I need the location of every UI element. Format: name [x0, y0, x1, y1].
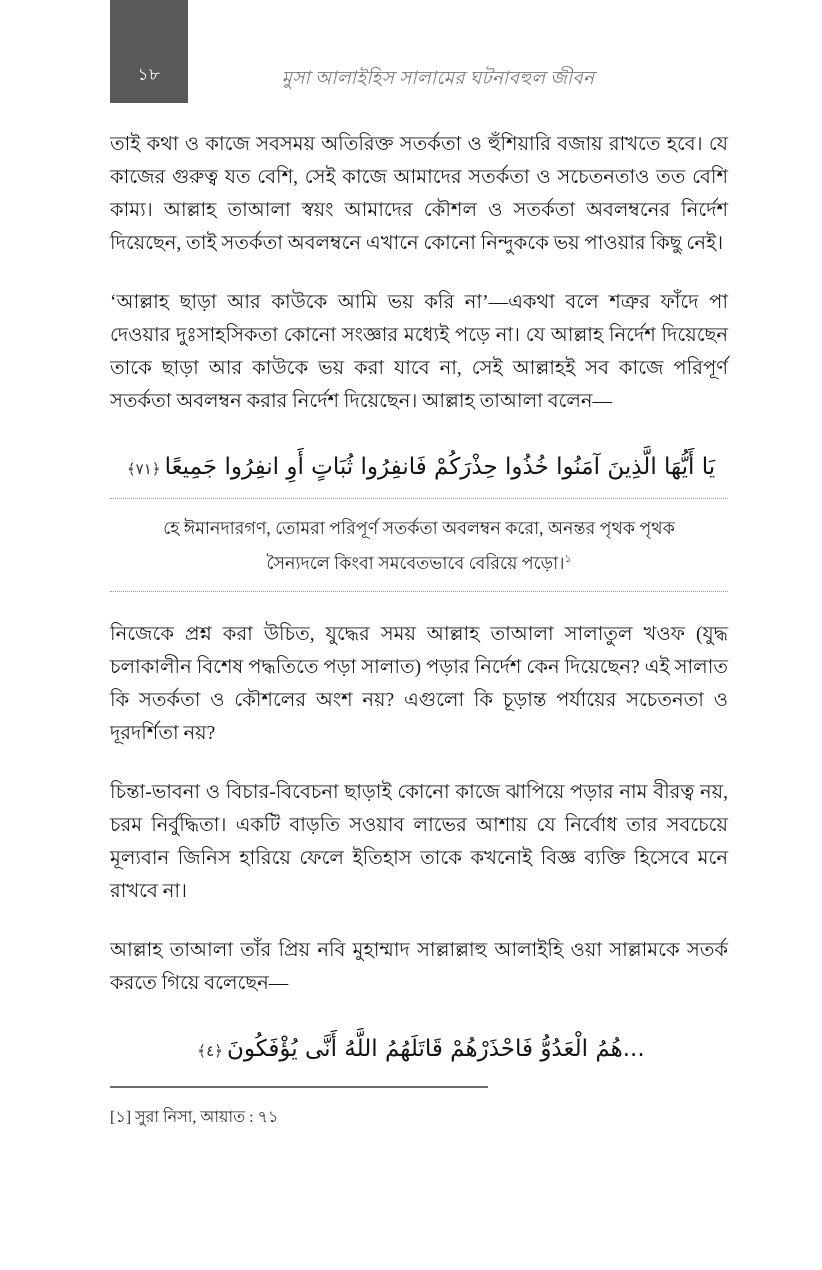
footnote-text: [১] সুরা নিসা, আয়াত : ৭১: [110, 1109, 279, 1126]
running-title: মুসা আলাইহিস সালামের ঘটনাবহুল জীবন: [281, 69, 595, 89]
arabic-verse-2-line: [110, 1026, 728, 1074]
verse-translation-text: হে ঈমানদারগণ, তোমরা পরিপূর্ণ সতর্কতা অবলম্বন করো, অনন্তর পৃথক পৃথক সৈন্যদলে কিংবা সমবেতভাবে বেরিয়ে পড়ো।: [163, 518, 675, 573]
arabic-verse-1-line: [110, 444, 728, 492]
page-number: ১৮: [137, 65, 161, 84]
verse-translation-box: [110, 498, 728, 592]
paragraph-4: চিন্তা-ভাবনা ও বিচার-বিবেচনা ছাড়াই কোনো কাজে ঝাপিয়ে পড়ার নাম বীরত্ব নয়, চরম নির্বুদ্ধিতা। একটি বাড়তি সওয়াব লাভের আশায় যে নির্বোধ তার সবচেয়ে মূল্যবান জিনিস হারিয়ে ফেলে ইতিহাস তাকে কখনোই বিজ্ঞ ব্যক্তি হিসেবে মনে রাখবে না।: [110, 781, 728, 902]
arabic-verse-1-text: يَا أَيُّهَا الَّذِينَ آمَنُوا خُذُوا حِذْرَكُمْ فَانفِرُوا ثُبَاتٍ أَوِ انفِرُوا جَمِيعًا: [164, 454, 716, 480]
footnote-separator-rule: [110, 1086, 488, 1088]
page-header: [0, 0, 822, 110]
footnote-reference-1[interactable]: ১: [564, 553, 572, 565]
quran-verse-block-2: [110, 1026, 728, 1074]
ayah-number-marker-1: ﴿٧١﴾: [126, 460, 161, 478]
verse-translation-line: [130, 513, 708, 579]
paragraph-5: আল্লাহ তাআলা তাঁর প্রিয় নবি মুহাম্মাদ সাল্লাল্লাহু আলাইহি ওয়া সাল্লামকে সতর্ক করতে গিয়ে বলেছেন—: [110, 939, 728, 994]
quran-verse-block-1: [110, 444, 728, 592]
page-content: [110, 128, 728, 1082]
ayah-number-marker-2: ﴿٤﴾: [197, 1041, 223, 1060]
paragraph-1: তাই কথা ও কাজে সবসময় অতিরিক্ত সতর্কতা ও হুঁশিয়ারি বজায় রাখতে হবে। যে কাজের গুরুত্ব যত বেশি, সেই কাজে আমাদের সতর্কতা ও সচেতনতাও তত বেশি কাম্য। আল্লাহ তাআলা স্বয়ং আমাদের কৌশল ও সতর্কতা অবলম্বনের নির্দেশ দিয়েছেন, তাই সতর্কতা অবলম্বনে এখানে কোনো নিন্দুককে ভয় পাওয়ার কিছু নেই।: [110, 134, 728, 254]
footnote-area: [110, 1086, 728, 1130]
paragraph-2: ‘আল্লাহ ছাড়া আর কাউকে আমি ভয় করি না’—একথা বলে শত্রুর ফাঁদে পা দেওয়ার দুঃসাহসিকতা কোনো সংজ্ঞার মধ্যেই পড়ে না। যে আল্লাহ নির্দেশ দিয়েছেন তাকে ছাড়া আর কাউকে ভয় করা যাবে না, সেই আল্লাহই সব কাজে পরিপূর্ণ সতর্কতা অবলম্বন করার নির্দেশ দিয়েছেন। আল্লাহ তাআলা বলেন—: [110, 292, 728, 412]
paragraph-3: নিজেকে প্রশ্ন করা উচিত, যুদ্ধের সময় আল্লাহ তাআলা সালাতুল খওফ (যুদ্ধ চলাকালীন বিশেষ পদ্ধতিতে পড়া সালাত) পড়ার নির্দেশ কেন দিয়েছেন? এই সালাত কি সতর্কতা ও কৌশলের অংশ নয়? এগুলো কি চূড়ান্ত পর্যায়ের সচেতনতা ও দূরদর্শিতা নয়?: [110, 623, 728, 744]
page-number-badge: [110, 0, 188, 103]
arabic-verse-2-text: ...هُمُ الْعَدُوُّ فَاحْذَرْهُمْ قَاتَلَهُمُ اللَّهُ أَنَّى يُؤْفَكُونَ: [226, 1035, 645, 1062]
